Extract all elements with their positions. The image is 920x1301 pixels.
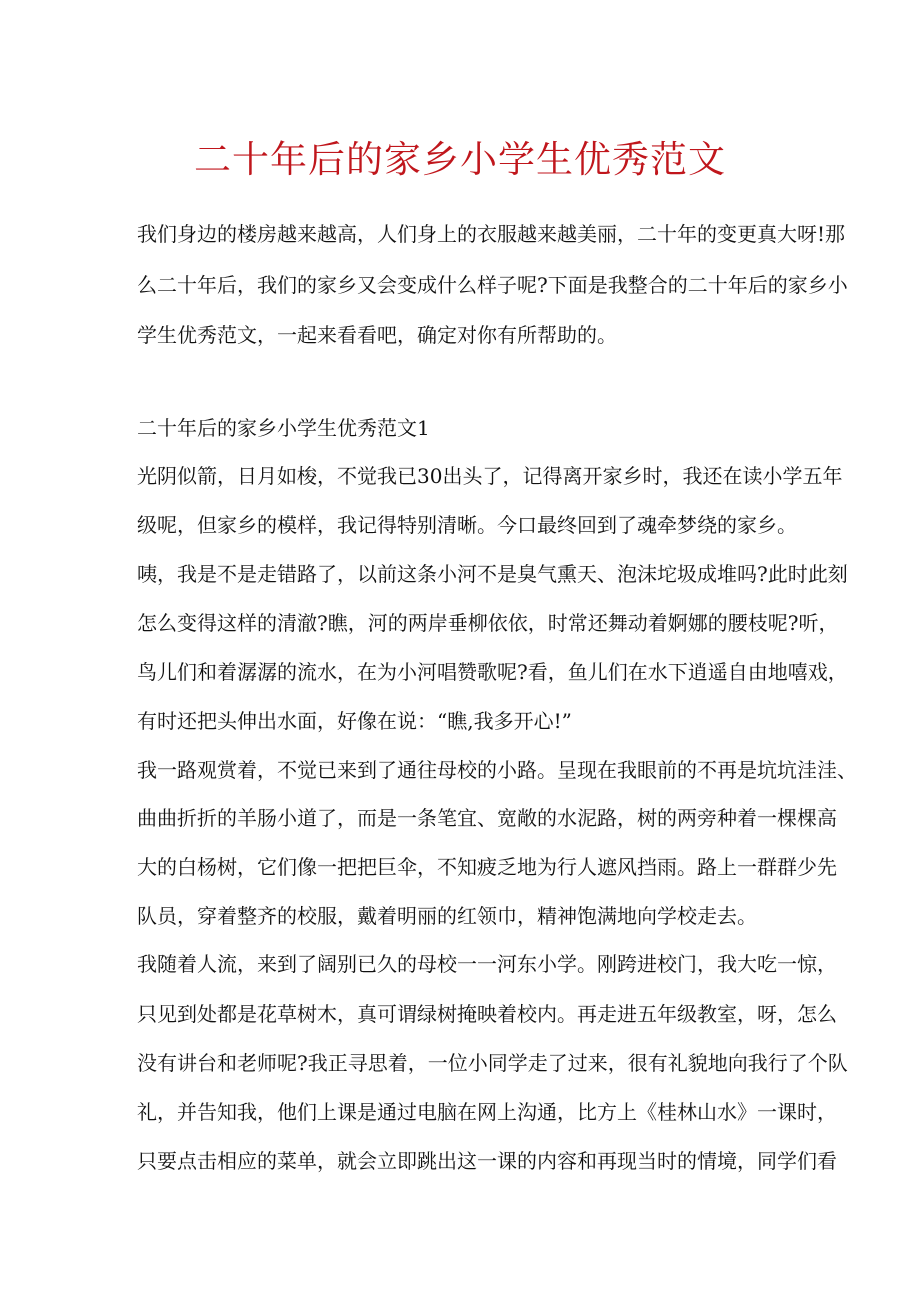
text-line: 有时还把头伸出水面，好像在说：“瞧,我多开心!” [137,709,572,733]
text-line: 光阴似箭，日月如梭，不觉我已30出头了，记得离开家乡时，我还在读小学五年 [137,464,843,488]
text-line: 曲曲折折的羊肠小道了，而是一条笔宜、宽敞的水泥路，树的两旁种着一棵棵高 [137,806,837,830]
text-line: 我一路观赏着，不觉已来到了通往母校的小路。呈现在我眼前的不再是坑坑洼洼、 [137,758,857,782]
text-line: 我们身边的楼房越来越高，人们身上的衣服越来越美丽，二十年的变更真大呀!那 [137,222,846,246]
text-line: 只要点击相应的菜单，就会立即跳出这一课的内容和再现当时的情境，同学们看 [137,1149,837,1173]
text-line: 没有讲台和老师呢?我正寻思着，一位小同学走了过来，很有礼貌地向我行了个队 [137,1051,848,1075]
text-line: 只见到处都是花草树木，真可谓绿树掩映着校内。再走进五年级教室，呀，怎么 [137,1002,837,1026]
text-line: 鸟儿们和着潺潺的流水，在为小河唱赞歌呢?看，鱼儿们在水下逍遥自由地嘻戏， [137,660,848,684]
text-line: 么二十年后，我们的家乡又会变成什么样子呢?下面是我整合的二十年后的家乡小 [137,273,848,297]
text-line: 大的白杨树，它们像一把把巨伞，不知疲乏地为行人遮风挡雨。路上一群群少先 [137,855,837,879]
section-heading: 二十年后的家乡小学生优秀范文1 [137,416,430,440]
text-line: 学生优秀范文，一起来看看吧，确定对你有所帮助的。 [137,323,617,347]
text-line: 咦，我是不是走错路了，以前这条小河不是臭气熏天、泡沫坨圾成堆吗?此时此刻 [137,562,848,586]
text-line: 队员，穿着整齐的校服，戴着明丽的红领巾，精神饱满地向学校走去。 [137,904,757,928]
text-line: 怎么变得这样的清澈?瞧，河的两岸垂柳依依，时常还舞动着婀娜的腰枝呢?听， [137,611,839,635]
text-line: 级呢，但家乡的模样，我记得特别清晰。今口最终回到了魂牵梦绕的家乡。 [137,513,797,537]
text-line: 礼，并告知我，他们上课是通过电脑在网上沟通，比方上《桂林山水》一课时， [137,1100,837,1124]
text-line: 我随着人流，来到了阔别已久的母校一一河东小学。刚跨进校门，我大吃一惊， [137,952,837,976]
page-title: 二十年后的家乡小学生优秀范文 [194,138,726,181]
